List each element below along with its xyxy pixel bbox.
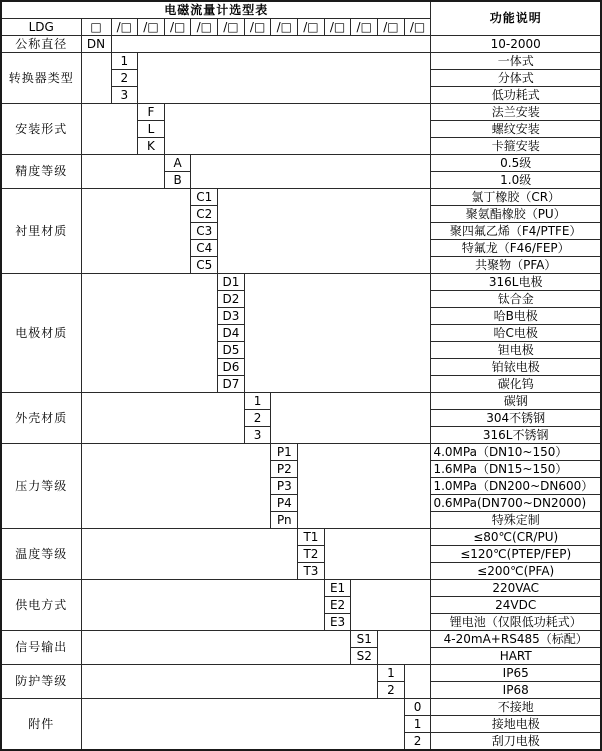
function-cell: IP68 xyxy=(431,682,601,699)
function-column-header: 功能说明 xyxy=(431,1,601,36)
option-row xyxy=(1,155,601,172)
function-cell: 10-2000 xyxy=(431,36,601,53)
category-cell: 供电方式 xyxy=(1,580,81,631)
code-cell: D5 xyxy=(218,342,245,359)
code-cell: T2 xyxy=(298,546,325,563)
blank-cell xyxy=(81,274,218,393)
code-cell: D1 xyxy=(218,274,245,291)
function-cell: 锂电池（仅限低功耗式） xyxy=(431,614,601,631)
code-cell: P3 xyxy=(271,478,298,495)
function-cell: 4-20mA+RS485（标配） xyxy=(431,631,601,648)
code-cell: 1 xyxy=(111,53,138,70)
function-cell: 4.0MPa（DN10~150） xyxy=(431,444,601,461)
function-cell: 0.6MPa(DN700~DN2000) xyxy=(431,495,601,512)
function-cell: ≤120℃(PTEP/FEP) xyxy=(431,546,601,563)
blank-cell xyxy=(81,104,138,155)
code-slot-cell: /□ xyxy=(138,19,165,36)
function-cell: 钽电极 xyxy=(431,342,601,359)
function-cell: 钛合金 xyxy=(431,291,601,308)
code-cell: K xyxy=(138,138,165,155)
blank-cell xyxy=(404,665,431,699)
code-cell: C3 xyxy=(191,223,218,240)
code-cell: C1 xyxy=(191,189,218,206)
code-cell: 1 xyxy=(378,665,405,682)
blank-cell xyxy=(81,529,298,580)
category-cell: 信号输出 xyxy=(1,631,81,665)
code-cell: 2 xyxy=(111,70,138,87)
function-cell: 铂铱电极 xyxy=(431,359,601,376)
code-slot-cell: /□ xyxy=(351,19,378,36)
blank-cell xyxy=(81,631,351,665)
code-cell: A xyxy=(164,155,191,172)
diameter-row xyxy=(1,36,601,53)
option-row xyxy=(1,631,601,648)
code-cell: P4 xyxy=(271,495,298,512)
category-cell: 附件 xyxy=(1,699,81,751)
blank-cell xyxy=(218,189,431,274)
function-cell: 碳化钨 xyxy=(431,376,601,393)
function-cell: 不接地 xyxy=(431,699,601,716)
blank-cell xyxy=(164,104,431,155)
code-slot-cell: /□ xyxy=(404,19,431,36)
function-cell: 聚四氟乙烯（F4/PTFE） xyxy=(431,223,601,240)
function-cell: 1.0级 xyxy=(431,172,601,189)
category-cell: 安装形式 xyxy=(1,104,81,155)
category-cell: 电极材质 xyxy=(1,274,81,393)
function-cell: 1.0MPa（DN200~DN600） xyxy=(431,478,601,495)
code-slot-cell: /□ xyxy=(271,19,298,36)
code-slot-cell: /□ xyxy=(298,19,325,36)
category-cell: 转换器类型 xyxy=(1,53,81,104)
header-row-title xyxy=(1,1,601,19)
code-cell: E1 xyxy=(324,580,351,597)
blank-cell xyxy=(81,53,111,104)
blank-cell xyxy=(81,580,324,631)
blank-cell xyxy=(138,53,431,104)
function-cell: 刮刀电极 xyxy=(431,733,601,751)
code-cell: C2 xyxy=(191,206,218,223)
code-cell: D6 xyxy=(218,359,245,376)
code-cell: 3 xyxy=(244,427,271,444)
blank-cell xyxy=(81,665,378,699)
function-cell: 法兰安装 xyxy=(431,104,601,121)
code-slot-cell: /□ xyxy=(324,19,351,36)
blank-cell xyxy=(81,444,271,529)
function-cell: 316L电极 xyxy=(431,274,601,291)
function-cell: 低功耗式 xyxy=(431,87,601,104)
function-cell: 1.6MPa（DN15~150） xyxy=(431,461,601,478)
option-row xyxy=(1,699,601,716)
blank-cell xyxy=(378,631,431,665)
code-slot-cell: /□ xyxy=(378,19,405,36)
code-cell: 0 xyxy=(404,699,431,716)
option-row xyxy=(1,53,601,70)
function-cell: 哈B电极 xyxy=(431,308,601,325)
blank-cell xyxy=(351,580,431,631)
function-cell: 一体式 xyxy=(431,53,601,70)
category-cell: 外壳材质 xyxy=(1,393,81,444)
function-cell: 接地电极 xyxy=(431,716,601,733)
function-cell: ≤200℃(PFA) xyxy=(431,563,601,580)
code-slot-cell: /□ xyxy=(191,19,218,36)
function-cell: 304不锈钢 xyxy=(431,410,601,427)
code-cell: DN xyxy=(81,36,111,53)
table-title: 电磁流量计选型表 xyxy=(1,1,431,19)
category-cell: 防护等级 xyxy=(1,665,81,699)
function-cell: 聚氨酯橡胶（PU） xyxy=(431,206,601,223)
category-cell: 精度等级 xyxy=(1,155,81,189)
code-cell: D2 xyxy=(218,291,245,308)
blank-cell xyxy=(81,189,191,274)
blank-cell xyxy=(81,699,404,751)
function-cell: 特氟龙（F46/FEP） xyxy=(431,240,601,257)
code-cell: 1 xyxy=(244,393,271,410)
code-cell: F xyxy=(138,104,165,121)
option-row xyxy=(1,189,601,206)
blank-cell xyxy=(298,444,431,529)
code-cell: L xyxy=(138,121,165,138)
blank-cell xyxy=(191,155,431,189)
code-cell: T3 xyxy=(298,563,325,580)
blank-cell xyxy=(271,393,431,444)
code-slot-cell: /□ xyxy=(164,19,191,36)
function-cell: IP65 xyxy=(431,665,601,682)
function-cell: ≤80℃(CR/PU) xyxy=(431,529,601,546)
code-cell: Pn xyxy=(271,512,298,529)
code-cell: S2 xyxy=(351,648,378,665)
code-slot-cell: /□ xyxy=(218,19,245,36)
function-cell: 螺纹安装 xyxy=(431,121,601,138)
function-cell: HART xyxy=(431,648,601,665)
function-cell: 0.5级 xyxy=(431,155,601,172)
function-cell: 氯丁橡胶（CR） xyxy=(431,189,601,206)
code-cell: T1 xyxy=(298,529,325,546)
code-slot-cell: /□ xyxy=(244,19,271,36)
blank-cell xyxy=(81,393,244,444)
category-cell: 压力等级 xyxy=(1,444,81,529)
option-row xyxy=(1,274,601,291)
code-cell: E3 xyxy=(324,614,351,631)
function-cell: 316L不锈钢 xyxy=(431,427,601,444)
function-cell: 卡箍安装 xyxy=(431,138,601,155)
code-cell: 2 xyxy=(244,410,271,427)
code-cell: 2 xyxy=(404,733,431,751)
blank-cell xyxy=(111,36,431,53)
function-cell: 220VAC xyxy=(431,580,601,597)
option-row xyxy=(1,580,601,597)
code-cell: D3 xyxy=(218,308,245,325)
code-cell: C5 xyxy=(191,257,218,274)
function-cell: 哈C电极 xyxy=(431,325,601,342)
code-cell: C4 xyxy=(191,240,218,257)
code-cell: D7 xyxy=(218,376,245,393)
code-cell: E2 xyxy=(324,597,351,614)
option-row xyxy=(1,444,601,461)
category-cell: 温度等级 xyxy=(1,529,81,580)
function-cell: 碳钢 xyxy=(431,393,601,410)
option-row xyxy=(1,393,601,410)
category-cell: 公称直径 xyxy=(1,36,81,53)
function-cell: 特殊定制 xyxy=(431,512,601,529)
blank-cell xyxy=(324,529,431,580)
code-cell: 1 xyxy=(404,716,431,733)
function-cell: 共聚物（PFA） xyxy=(431,257,601,274)
dn-box-cell: □ xyxy=(81,19,111,36)
model-prefix-cell: LDG xyxy=(1,19,81,36)
option-row xyxy=(1,665,601,682)
code-slot-cell: /□ xyxy=(111,19,138,36)
code-cell: 3 xyxy=(111,87,138,104)
option-row xyxy=(1,529,601,546)
code-cell: P1 xyxy=(271,444,298,461)
code-cell: P2 xyxy=(271,461,298,478)
function-cell: 分体式 xyxy=(431,70,601,87)
function-cell: 24VDC xyxy=(431,597,601,614)
code-cell: B xyxy=(164,172,191,189)
code-cell: 2 xyxy=(378,682,405,699)
category-cell: 衬里材质 xyxy=(1,189,81,274)
blank-cell xyxy=(244,274,431,393)
blank-cell xyxy=(81,155,164,189)
code-cell: D4 xyxy=(218,325,245,342)
code-cell: S1 xyxy=(351,631,378,648)
option-row xyxy=(1,104,601,121)
